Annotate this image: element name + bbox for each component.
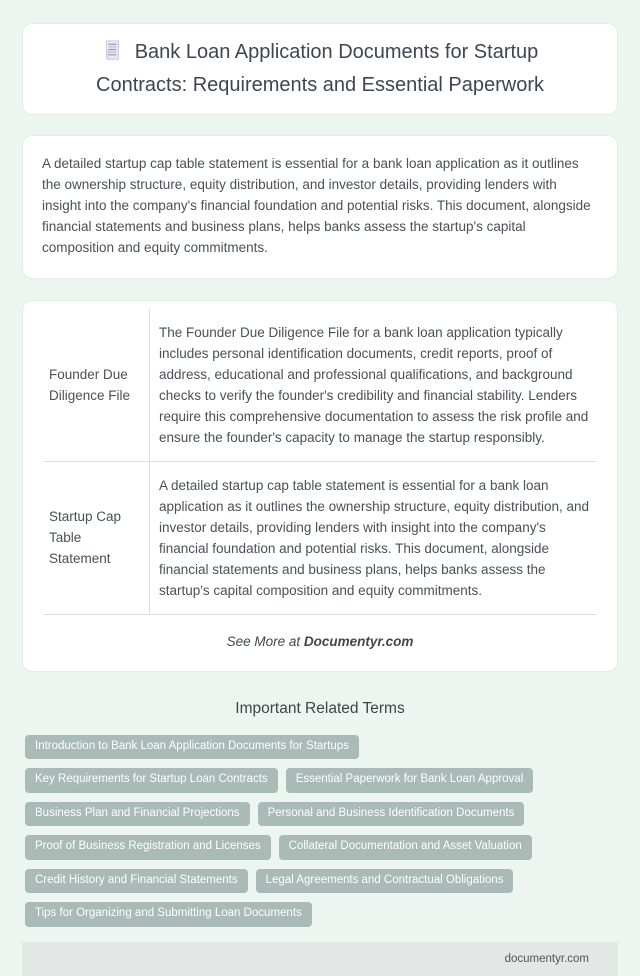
- table-row: [43, 309, 597, 462]
- related-term-tag[interactable]: Collateral Documentation and Asset Valuation: [279, 835, 532, 860]
- glossary-card: [22, 300, 618, 672]
- related-term-tag[interactable]: Tips for Organizing and Submitting Loan Documents: [25, 902, 312, 927]
- related-term-tag[interactable]: Essential Paperwork for Bank Loan Approval: [286, 768, 534, 793]
- related-terms-list: [22, 735, 618, 927]
- related-term-tag[interactable]: Introduction to Bank Loan Application Documents for Startups: [25, 735, 359, 760]
- footer-site-link[interactable]: documentyr.com: [504, 952, 589, 965]
- footer-bar: [22, 942, 618, 976]
- related-term-tag[interactable]: Legal Agreements and Contractual Obligations: [256, 869, 514, 894]
- related-terms-heading: Important Related Terms: [235, 699, 405, 717]
- related-term-tag[interactable]: Personal and Business Identification Documents: [258, 802, 525, 827]
- title-card: [22, 23, 618, 115]
- related-term-tag[interactable]: Credit History and Financial Statements: [25, 869, 248, 894]
- term-name: Founder Due Diligence File: [43, 309, 150, 462]
- glossary-table: [43, 309, 597, 615]
- page-title: [60, 38, 580, 100]
- related-term-tag[interactable]: Proof of Business Registration and Licenses: [25, 835, 271, 860]
- see-more-prefix: See More at: [226, 633, 304, 649]
- page-title-text: Bank Loan Application Documents for Startup Contracts: Requirements and Essential Paperwork: [96, 41, 544, 96]
- term-description: The Founder Due Diligence File for a bank loan application typically includes personal identification documents, credit reports, proof of address, educational and professional qualifications, and background checks to verify the founder's credibility and financial stability. Lenders require this comprehensive documentation to assess the risk profile and ensure the founder's capacity to manage the startup responsibly.: [150, 309, 598, 462]
- table-row: [43, 461, 597, 614]
- intro-card: [22, 135, 618, 279]
- term-description: A detailed startup cap table statement is essential for a bank loan application as it outlines the ownership structure, equity distribution, and investor details, providing lenders with insight into the company's financial foundation and potential risks. This document, alongside financial statements and business plans, helps banks assess the startup's capital composition and equity commitments.: [150, 461, 598, 614]
- intro-text: A detailed startup cap table statement is essential for a bank loan application as it outlines the ownership structure, equity distribution, and investor details, providing lenders with insight into the company's financial foundation and potential risks. This document, alongside financial statements and business plans, helps banks assess the startup's capital composition and equity commitments.: [42, 155, 591, 255]
- term-name: Startup Cap Table Statement: [43, 461, 150, 614]
- see-more-brand: Documentyr.com: [303, 633, 414, 649]
- related-term-tag[interactable]: Key Requirements for Startup Loan Contracts: [25, 768, 278, 793]
- see-more-note: [43, 634, 597, 649]
- related-term-tag[interactable]: Business Plan and Financial Projections: [25, 802, 250, 827]
- receipt-icon: [102, 39, 123, 71]
